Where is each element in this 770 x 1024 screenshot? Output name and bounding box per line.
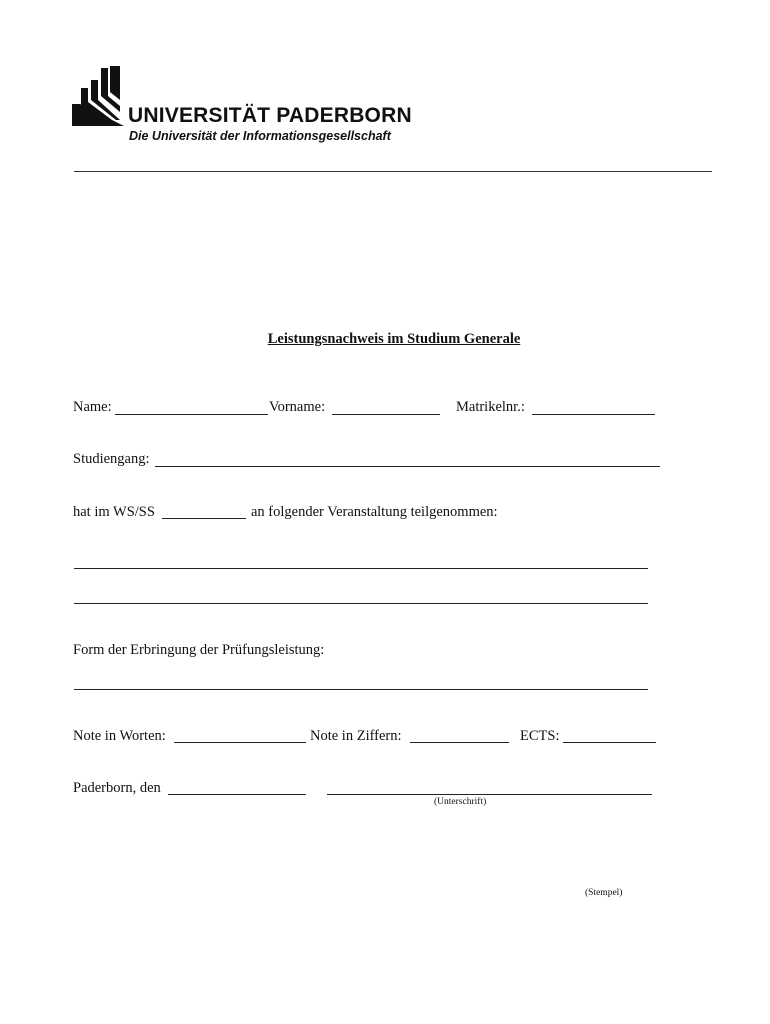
course-line-1[interactable]	[74, 568, 648, 569]
exam-form-field[interactable]	[74, 689, 648, 690]
semester-suffix: an folgender Veranstaltung teilgenommen:	[251, 504, 498, 520]
ects-field[interactable]	[563, 742, 656, 743]
date-field[interactable]	[168, 794, 306, 795]
signature-caption: (Unterschrift)	[434, 797, 487, 807]
note-ziffern-field[interactable]	[410, 742, 509, 743]
ects-label: ECTS:	[520, 728, 560, 744]
note-worten-field[interactable]	[174, 742, 306, 743]
paderborn-logo-icon	[72, 66, 124, 128]
name-field[interactable]	[115, 414, 268, 415]
note-worten-label: Note in Worten:	[73, 728, 166, 744]
header-rule	[74, 171, 712, 172]
studiengang-field[interactable]	[155, 466, 660, 467]
university-name: UNIVERSITÄT PADERBORN	[128, 104, 412, 127]
signature-field[interactable]	[327, 794, 652, 795]
vorname-label: Vorname:	[269, 399, 326, 415]
vorname-field[interactable]	[332, 414, 440, 415]
matrikel-field[interactable]	[532, 414, 655, 415]
name-label: Name:	[73, 399, 112, 415]
university-logo	[72, 66, 412, 148]
university-slogan: Die Universität der Informationsgesellschaft	[129, 129, 391, 143]
course-line-2[interactable]	[74, 603, 648, 604]
studiengang-label: Studiengang:	[73, 451, 150, 467]
place-label: Paderborn, den	[73, 780, 161, 796]
semester-prefix: hat im WS/SS	[73, 504, 155, 520]
matrikel-label: Matrikelnr.:	[456, 399, 525, 415]
form-title: Leistungsnachweis im Studium Generale	[267, 331, 521, 347]
stamp-caption: (Stempel)	[585, 888, 623, 898]
semester-field[interactable]	[162, 518, 246, 519]
exam-form-label: Form der Erbringung der Prüfungsleistung:	[73, 642, 325, 658]
note-ziffern-label: Note in Ziffern:	[310, 728, 402, 744]
